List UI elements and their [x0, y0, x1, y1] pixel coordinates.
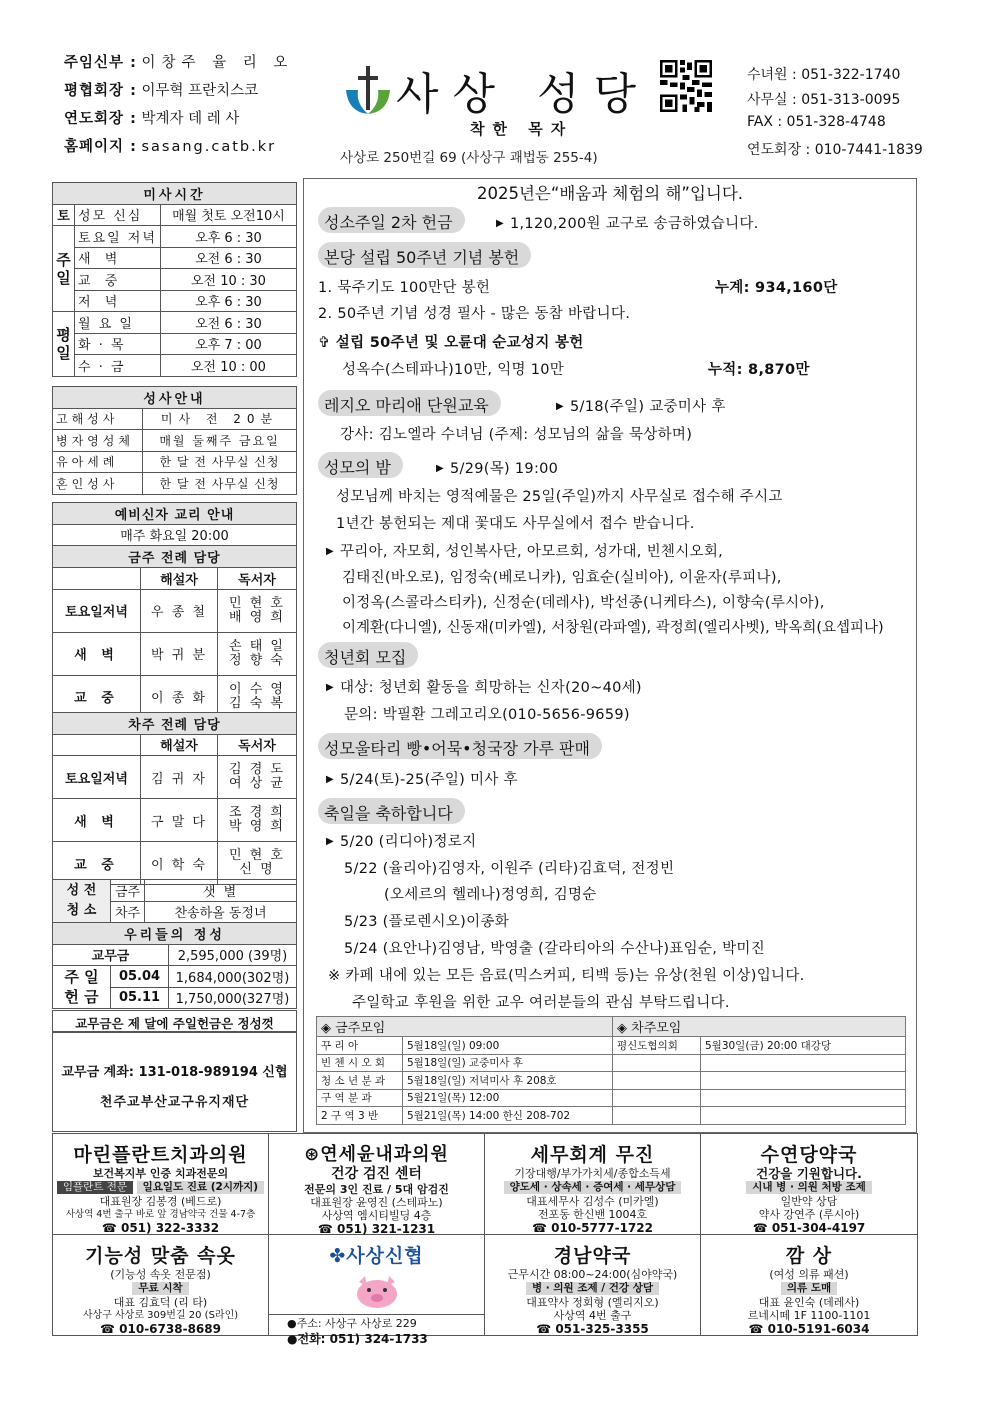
homepage-link[interactable]: sasang.catb.kr [141, 139, 277, 155]
offering-title: 우리들의 정성 [53, 923, 297, 945]
cafe-notice: ※ 카페 내에 있는 모든 음료(믹스커피, 티백 등)는 유상(천원 이상)입니다. [328, 968, 805, 984]
table-row: 혼인성사 한 달 전 사무실 신청 [53, 473, 297, 495]
table-row: 새 벽 구 말 다 조 경 희 박 영 희 [53, 799, 297, 842]
table-row: 토요일저녁 우 종 철 민 현 호 배 영 희 [53, 589, 297, 632]
section-50th-anniversary: 본당 설립 50주년 기념 봉헌 [318, 242, 531, 268]
mass-schedule-title: 미사시간 [53, 183, 297, 205]
ad-marin-dental[interactable]: 마린플란트치과의원 보건복지부 인증 치과전문의 임플란트 전문 일요일도 진료 (2시까지) 대표원장 김봉경 (베드로) 사상역 4번 출구 바로 앞 경남약국 건물 4-7층 ☎ 051) 322-3332 [53, 1134, 269, 1235]
table-row: 토요일저녁 김 귀 자 김 경 도 여 상 균 [53, 756, 297, 799]
ad-yonsei-clinic[interactable]: ⊛연세윤내과의원 건강 검진 센터 전문의 3인 진료 / 5대 암검진 대표원장 윤영진 (스테파노) 사상역 엠시티빌딩 4층 ☎ 051) 321-1231 [269, 1134, 485, 1235]
table-row: 수 · 금 오전 10 : 00 [53, 355, 297, 377]
header-row-priest: 주임신부 : 이창주 율 리 오 [64, 55, 294, 71]
this-week-meetings-header: ◈ 금주모임 [317, 1017, 613, 1037]
bank-account: 교무금 계좌: 131-018-989194 신협 천주교부산교구유지재단 [52, 1032, 297, 1132]
yeondo-phone: 연도회장 : 010-7441-1839 [747, 142, 923, 158]
table-row: 구 역 분 과 5월21일(목) 12:00 [317, 1089, 906, 1107]
this-week-liturgy-title: 금주 전례 담당 [53, 546, 297, 568]
ad-sasang-credit-union[interactable]: ✤사상신협 ●주소: 사상구 사상로 229 ●전화: 051) 324-1733 [269, 1235, 485, 1336]
table-row: 청 소 년 분 과 5월18일(일) 저녁미사 후 208호 [317, 1072, 906, 1090]
sacrament-title: 성사안내 [53, 387, 297, 409]
fax-number: FAX : 051-328-4748 [747, 114, 886, 130]
ad-gyeongnam-pharmacy[interactable]: 경남약국 근무시간 08:00~24:00(심야약국) 병 · 의원 조제 / 건강 상담 대표약사 정회형 (엘리지오) 사상역 4번 출구 ☎ 051-325-3355 [485, 1235, 701, 1336]
header-row-council: 평협회장 : 이무혁 프란치스코 [64, 83, 259, 99]
table-row: 저 녁 오후 6 : 30 [53, 290, 297, 312]
section-feast-days: 축일을 축하합니다 [318, 798, 465, 824]
table-row: 주일 토요일 저녁 오후 6 : 30 [53, 226, 297, 248]
table-row: 빈 첸 시 오 회 5월18일(일) 교중미사 후 [317, 1054, 906, 1072]
header-row-homepage: 홈페이지 : sasang.catb.kr [64, 139, 277, 155]
church-logo-icon [338, 60, 398, 120]
this-week-liturgy-table: 해설자 독서자 토요일저녁 우 종 철 민 현 호 배 영 희 새 벽 박 귀 분 손 태 일 정 향 숙 교 중 이 종 화 이 수 영 김 숙 복 [52, 567, 297, 719]
ads-grid [52, 1133, 918, 1346]
table-row: 유아세례 한 달 전 사무실 신청 [53, 451, 297, 473]
table-row: 교 중 이 종 화 이 수 영 김 숙 복 [53, 675, 297, 718]
section-legio-training: 레지오 마리애 단원교육 [318, 390, 501, 416]
next-week-liturgy-title: 차주 전례 담당 [53, 713, 297, 735]
section-youth-recruit: 청년회 모집 [318, 642, 418, 668]
meetings-table [316, 1016, 906, 1125]
sacrament-table [52, 386, 297, 495]
table-row: 교 중 오전 10 : 30 [53, 269, 297, 291]
catechism-time: 매주 화요일 20:00 [53, 524, 297, 546]
header-row-yeondo: 연도회장 : 박계자 데 레 사 [64, 111, 240, 127]
section-marian-night: 성모의 밤 [318, 452, 403, 478]
table-row: 새 벽 박 귀 분 손 태 일 정 향 숙 [53, 632, 297, 675]
pig-mascot-icon [347, 1270, 407, 1310]
ad-kkamsang[interactable]: 깜 상 (여성 의류 패션) 의류 도매 대표 윤인숙 (데레사) 르네시떼 1F 1100-1101 ☎ 010-5191-6034 [747, 1245, 871, 1336]
ad-underwear[interactable]: 기능성 맞춤 속옷 (기능성 속옷 전문점) 무료 시착 대표 김효덕 (리 타) 사상구 사상로 309번길 20 (S라인) ☎ 010-6738-8689 [53, 1235, 269, 1336]
rosary-total: 누계: 934,160단 [715, 280, 838, 296]
vocation-offering-text: ▶ 1,120,200원 교구로 송금하였습니다. [496, 212, 759, 233]
convent-phone: 수녀원 : 051-322-1740 [747, 67, 901, 83]
donation-total: 누적: 8,870만 [708, 362, 810, 378]
table-row: 평일 월 요 일 오전 6 : 30 [53, 312, 297, 334]
next-week-meetings-header: ◈ 차주모임 [613, 1017, 906, 1037]
ad-tax-mujin[interactable]: 세무회계 무진 기장대행/부가가치세/종합소득세 양도세 · 상속세 · 증여세 · 세무상담 대표세무사 김성수 (미카엘) 전포동 한신밴 1004호 ☎ 010-5777-1722 [485, 1134, 701, 1235]
table-row: 새 벽 오전 6 : 30 [53, 247, 297, 269]
contact-info [747, 64, 927, 164]
mass-schedule-table: 미사시간 토 성모 신심 매월 첫토 오전10시 주일 토요일 저녁 오후 6 : 30 새 벽 오전 6 : 30 교 중 오전 10 : 30 저 녁 오후 6 : 30 평일 월 요 일 오전 6 : 30 화 · 목 오후 7 : 00 수 · 금 오전 10 : 00 [52, 182, 297, 377]
church-address: 사상로 250번길 69 (사상구 괘법동 255-4) [340, 150, 598, 166]
page-subtitle: 착한 목자 [470, 120, 574, 138]
qr-code-icon[interactable] [660, 60, 712, 112]
cleaning-table: 성 전 청 소 금주 샛 별 차주 찬송하올 동정녀 [52, 879, 297, 923]
section-vocation-offering: 성소주일 2차 헌금 [318, 207, 465, 233]
section-bakery-sale: 성모울타리 빵•어묵•청국장 가루 판매 [318, 733, 602, 759]
next-week-liturgy-table: 차주 전례 담당 해설자 독서자 토요일저녁 김 귀 자 김 경 도 여 상 균 새 벽 구 말 다 조 경 희 박 영 희 교 중 이 학 숙 민 현 호 신 명 [52, 712, 297, 885]
page-title: 사상 성당 [396, 69, 651, 120]
year-theme: 2025년은“배움과 체험의 해”입니다. [476, 184, 744, 203]
table-row: 고해성사 미사 전 20분 [53, 408, 297, 430]
table-row: 병자영성체 매월 둘째주 금요일 [53, 430, 297, 452]
table-row: 화 · 목 오후 7 : 00 [53, 333, 297, 355]
table-row: 2 구 역 3 반 5월21일(목) 14:00 한신 208-702 [317, 1107, 906, 1125]
catechism-table [52, 502, 297, 568]
catechism-title: 예비신자 교리 안내 [53, 503, 297, 525]
office-phone: 사무실 : 051-313-0095 [747, 92, 901, 108]
header-info [64, 56, 334, 168]
clinic-logo-icon: ⊛ [304, 1144, 321, 1165]
table-row: 꾸 리 아 5월18일(일) 09:00 평신도협의회 5월30일(금) 20:00 대강당 [317, 1037, 906, 1055]
ad-suyeondang-pharmacy[interactable]: 수연당약국 건강을 기원합니다. 시내 병 · 의원 처방 조제 일반약 상담 약사 강연주 (루시아) ☎ 051-304-4197 [701, 1134, 917, 1235]
table-row: 교 중 이 학 숙 민 현 호 신 명 [53, 842, 297, 885]
offering-note: 교무금은 제 달에 주일헌금은 정성껏 [52, 1010, 297, 1032]
offering-table: 우리들의 정성 교무금 2,595,000 (39명) 주 일 헌 금 05.04 1,684,000(302명) 05.11 1,750,000(327명) [52, 922, 297, 1009]
credit-union-logo-icon: ✤ [329, 1245, 347, 1267]
